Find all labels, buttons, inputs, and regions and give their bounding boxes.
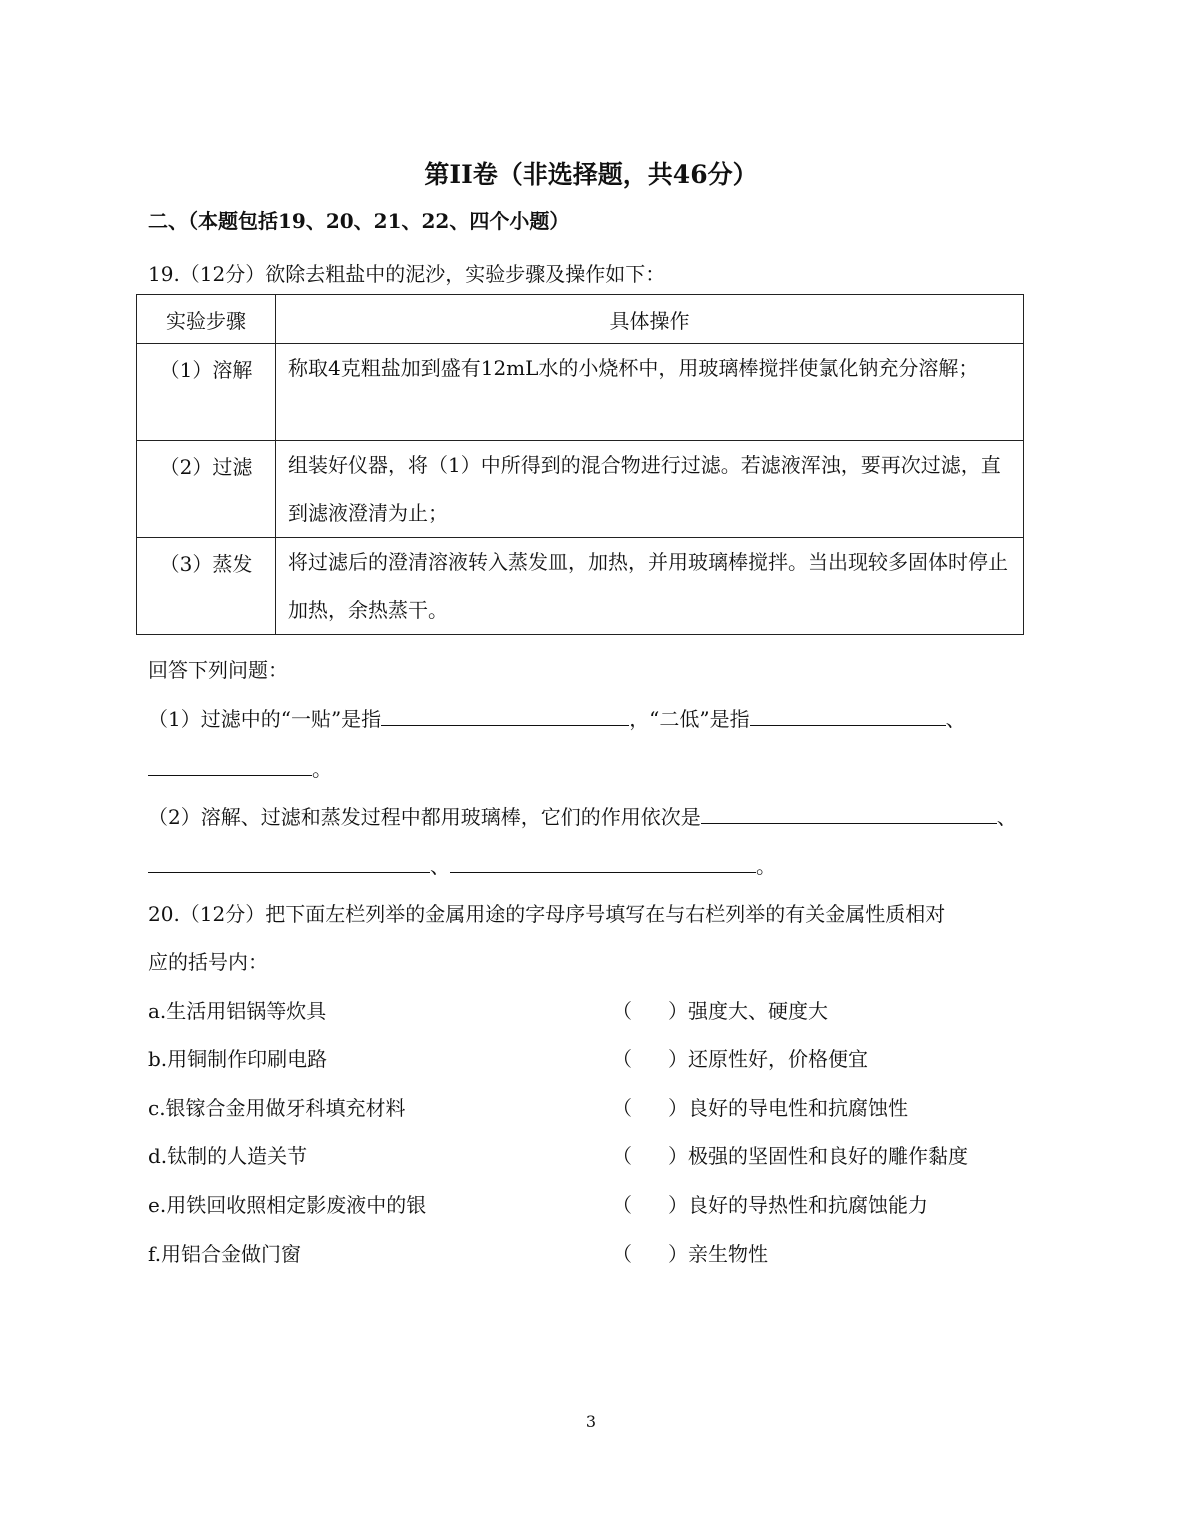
step-cell: （1）溶解 — [137, 344, 276, 441]
header-step: 实验步骤 — [137, 295, 276, 344]
q20-stem-line2: 应的括号内： — [148, 950, 268, 974]
answer-blank[interactable] — [450, 850, 756, 873]
step-cell: （2）过滤 — [137, 441, 276, 538]
answer-blank[interactable] — [701, 801, 997, 824]
experiment-table — [136, 294, 1024, 635]
operation-cell: 称取4克粗盐加到盛有12mL水的小烧杯中，用玻璃棒搅拌使氯化钠充分溶解； — [276, 344, 1024, 441]
use-item: d.钛制的人造关节 — [148, 1144, 308, 1168]
q19-part2: （2）溶解、过滤和蒸发过程中都用玻璃棒，它们的作用依次是 、 — [148, 801, 1017, 830]
property-item: （ ）还原性好，价格便宜 — [612, 1047, 868, 1071]
answer-blank[interactable] — [148, 753, 312, 776]
use-item: b.用铜制作印刷电路 — [148, 1047, 328, 1071]
use-item: e.用铁回收照相定影废液中的银 — [148, 1193, 427, 1217]
table-header-row — [137, 295, 1024, 344]
answer-prompt: 回答下列问题： — [148, 658, 288, 682]
answer-blank[interactable] — [750, 703, 946, 726]
operation-cell: 将过滤后的澄清溶液转入蒸发皿，加热，并用玻璃棒搅拌。当出现较多固体时停止加热，余热蒸干。 — [276, 538, 1024, 635]
table-row — [137, 344, 1024, 441]
section-heading: 二、（本题包括19、20、21、22、四个小题） — [148, 209, 570, 233]
page-number: 3 — [585, 1412, 597, 1431]
use-item: a.生活用铝锅等炊具 — [148, 999, 327, 1023]
answer-blank[interactable] — [381, 703, 629, 726]
operation-cell: 组装好仪器，将（1）中所得到的混合物进行过滤。若滤液浑浊，要再次过滤，直到滤液澄清为止； — [276, 441, 1024, 538]
q19-stem: 19.（12分）欲除去粗盐中的泥沙，实验步骤及操作如下： — [148, 262, 666, 286]
property-item: （ ）亲生物性 — [612, 1242, 768, 1266]
header-operation: 具体操作 — [276, 295, 1024, 344]
q19-part2-cont: 、 。 — [148, 850, 776, 879]
table-row — [137, 441, 1024, 538]
step-cell: （3）蒸发 — [137, 538, 276, 635]
answer-blank[interactable] — [148, 850, 430, 873]
paper-title: 第II卷（非选择题，共46分） — [424, 160, 758, 189]
property-item: （ ）良好的导电性和抗腐蚀性 — [612, 1096, 908, 1120]
table-row — [137, 538, 1024, 635]
q19-part1: （1）过滤中的“一贴”是指 ，“二低”是指 、 — [148, 703, 966, 732]
property-item: （ ）极强的坚固性和良好的雕作黏度 — [612, 1144, 968, 1168]
property-item: （ ）良好的导热性和抗腐蚀能力 — [612, 1193, 928, 1217]
use-item: f.用铝合金做门窗 — [148, 1242, 302, 1266]
q19-part1-cont: 。 — [148, 753, 332, 782]
property-item: （ ）强度大、硬度大 — [612, 999, 828, 1023]
use-item: c.银镓合金用做牙科填充材料 — [148, 1096, 406, 1120]
q20-stem-line1: 20.（12分）把下面左栏列举的金属用途的字母序号填写在与右栏列举的有关金属性质相对 — [148, 902, 946, 926]
